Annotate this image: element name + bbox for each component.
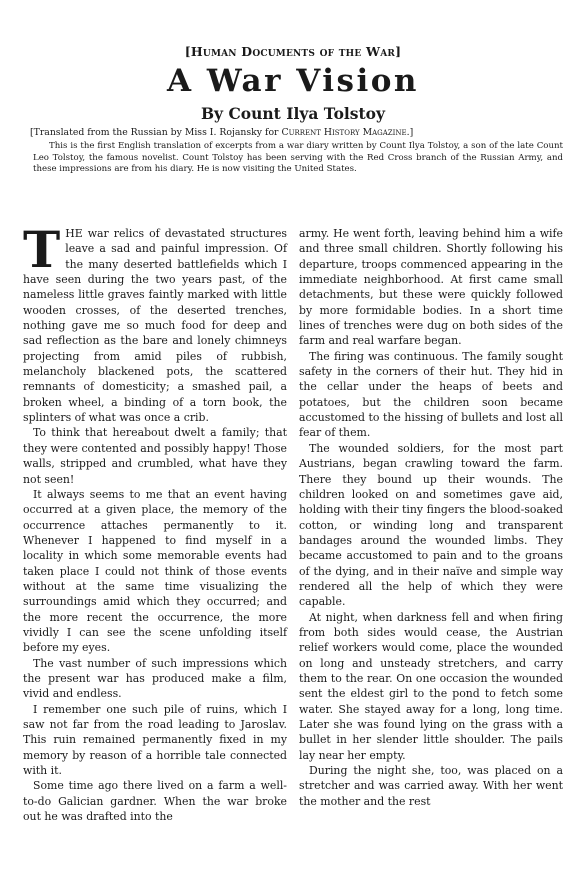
paragraph-4: The vast number of such impressions which the present war has produced make a film, vivid and endless.	[23, 656, 287, 701]
translation-note-text: [Translated from the Russian by Miss I. Rojansky for	[30, 127, 282, 138]
column-right	[299, 226, 563, 809]
kicker-text: Human Documents of the War	[190, 44, 396, 59]
paragraph-1	[23, 220, 287, 425]
kicker-bracket-open: [	[184, 44, 191, 59]
paragraph-5: I remember one such pile of ruins, which I saw not far from the road leading to Jaroslav. This ruin remained permanently fixed in my memory by reason of a horrible tale connected with it.	[23, 702, 287, 778]
article-byline: By Count Ilya Tolstoy	[200, 104, 386, 123]
paragraph-6-continued: army. He went forth, leaving behind him a wife and three small children. Shortly following his departure, troops commenced appearing in the immediate neighborhood. At first came small detachments, but these were quickly followed by more formidable bodies. In a short time lines of trenches were dug on both sides of the farm and real warfare began.	[299, 227, 563, 348]
translation-note	[30, 127, 586, 138]
editor-intro	[33, 141, 563, 176]
intro-paragraph: This is the first English translation of excerpts from a war diary written by Count Ilya Tolstoy, a son of the late Count Leo Tolstoy, the famous novelist. Count Tolstoy has been serving with the Red Cross branch of the Russian Army, and these impressions are from his diary. He is now visiting the United States.	[33, 141, 563, 175]
magazine-name: Current History Magazine	[281, 127, 407, 138]
article-title: A War Vision	[167, 63, 419, 99]
kicker-bracket-close: ]	[395, 44, 402, 59]
paragraph-8: The wounded soldiers, for the most part Austrians, began crawling toward the farm. There they bound up their wounds. The children looked on and sometimes gave aid, holding with their tiny fingers the blood-soaked cotton, or winding long and transparent bandages around the wounded limbs. They became accustomed to pain and to the groans of the dying, and in their naïve and simple way rendered all the help of which they were capable.	[299, 441, 563, 609]
paragraph-7: The firing was continuous. The family sought safety in the corners of their hut. They hid in the cellar under the heaps of beets and potatoes, but the children soon became accustomed to the hissing of bullets and lost all fear of them.	[299, 349, 563, 440]
section-kicker	[0, 44, 586, 59]
paragraph-2: To think that hereabout dwelt a family; that they were contented and possibly happy! Those walls, stripped and crumbled, what have they not seen!	[23, 426, 287, 486]
column-left	[23, 220, 287, 824]
paragraph-10: During the night she, too, was placed on a stretcher and was carried away. With her went the mother and the rest	[299, 764, 563, 808]
paragraph-9: At night, when darkness fell and when firing from both sides would cease, the Austrian relief workers would come, place the wounded on long and unsteady stretchers, and carry them to the rear. On one occasion the wounded sent the eldest girl to the pond to fetch some water. She stayed away for a long, long time. Later she was found lying on the grass with a bullet in her slender little shoulder. The pails lay near her empty.	[299, 610, 563, 762]
drop-cap: T	[23, 220, 61, 279]
paragraph-6: Some time ago there lived on a farm a well-to-do Galician gardner. When the war broke out he was drafted into the	[23, 779, 287, 824]
translation-note-end: .]	[406, 127, 414, 138]
paragraph-3: It always seems to me that an event having occurred at a given place, the memory of the occurrence attaches permanently to it. Whenever I happened to find myself in a locality in which some memorable events had taken place I could not think of those events without at the same time visualizing the surroundings amid which they occurred; and the more recent the occurrence, the more vividly I can see the scene unfolding itself before my eyes.	[23, 487, 287, 655]
paragraph-1-text: HE war relics of devastated structures leave a sad and painful impression. Of the many deserted battlefields which I have seen during the two years past, of the nameless little graves faintly marked with little wooden crosses, of the deserted trenches, nothing gave me so much food for deep and sad reflection as the bare and lonely chimneys projecting from amid piles of rubbish, melancholy blackened pots, the scattered remnants of domesticity; a smashed pail, a broken wheel, a binding of a torn book, the splinters of what was once a crib.	[23, 227, 287, 425]
